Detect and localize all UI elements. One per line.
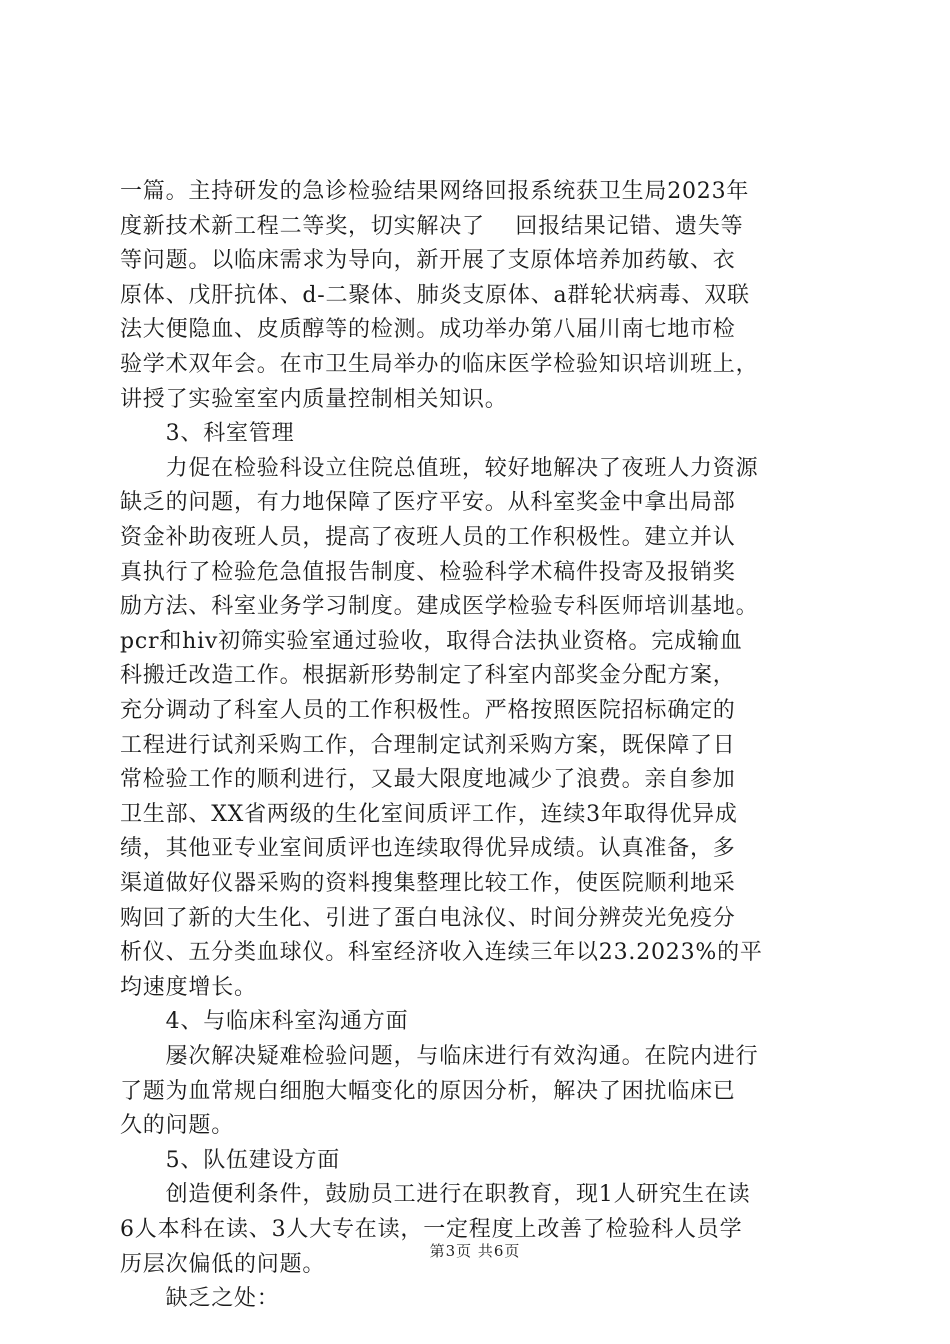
text-line: 均速度增长。 (120, 974, 257, 1000)
text-line: 析仪、五分类血球仪。科室经济收入连续三年以23.2023%的平 (120, 940, 763, 966)
text-line: 力促在检验科设立住院总值班，较好地解决了夜班人力资源 (120, 455, 759, 481)
text-line: pcr和hiv初筛实验室通过验收，取得合法执业资格。完成输血 (120, 628, 743, 654)
text-line: 3、科室管理 (120, 421, 295, 447)
text-line: 原体、戊肝抗体、d-二聚体、肺炎支原体、a群轮状病毒、双联 (120, 282, 750, 308)
text-line: 等问题。以临床需求为导向，新开展了支原体培养加药敏、衣 (120, 248, 736, 274)
text-line: 度新技术新工程二等奖，切实解决了 回报结果记错、遗失等 (120, 213, 744, 239)
text-line: 一篇。主持研发的急诊检验结果网络回报系统获卫生局2023年 (120, 179, 750, 204)
text-line: 常检验工作的顺利进行，又最大限度地减少了浪费。亲自参加 (120, 767, 736, 793)
text-line: 法大便隐血、皮质醇等的检测。成功举办第八届川南七地市检 (120, 317, 736, 343)
text-line: 屡次解决疑难检验问题，与临床进行有效沟通。在院内进行 (120, 1044, 759, 1069)
text-line: 6人本科在读、3人大专在读，一定程度上改善了检验科人员学 (120, 1217, 743, 1242)
text-line: 讲授了实验室室内质量控制相关知识。 (120, 386, 508, 412)
text-line: 充分调动了科室人员的工作积极性。严格按照医院招标确定的 (120, 698, 736, 723)
text-line: 真执行了检验危急值报告制度、检验科学术稿件投寄及报销奖 (120, 559, 736, 585)
text-line: 卫生部、XX省两级的生化室间质评工作，连续3年取得优异成 (120, 801, 738, 827)
text-line: 缺乏的问题，有力地保障了医疗平安。从科室奖金中拿出局部 (120, 490, 736, 516)
text-line: 历层次偏低的问题。 (120, 1251, 326, 1277)
page-footer: 第3页 共6页 (429, 1242, 521, 1260)
text-line: 久的问题。 (120, 1113, 235, 1139)
text-line: 缺乏之处： (120, 1286, 280, 1312)
text-line: 5、队伍建设方面 (120, 1147, 340, 1173)
text-line: 励方法、科室业务学习制度。建成医学检验专科医师培训基地。 (120, 594, 759, 620)
text-line: 购回了新的大生化、引进了蛋白电泳仪、时间分辨荧光免疫分 (120, 905, 736, 931)
text-line: 4、与临床科室沟通方面 (120, 1009, 409, 1035)
text-line: 绩，其他亚专业室间质评也连续取得优异成绩。认真准备，多 (120, 836, 736, 862)
text-line: 了题为血常规白细胞大幅变化的原因分析，解决了困扰临床已 (120, 1078, 736, 1104)
text-line: 工程进行试剂采购工作，合理制定试剂采购方案，既保障了日 (120, 732, 736, 758)
text-line: 科搬迁改造工作。根据新形势制定了科室内部奖金分配方案， (120, 663, 736, 689)
text-line: 渠道做好仪器采购的资料搜集整理比较工作，使医院顺利地采 (120, 871, 736, 896)
text-line: 创造便利条件，鼓励员工进行在职教育，现1人研究生在读 (120, 1182, 751, 1208)
text-line: 验学术双年会。在市卫生局举办的临床医学检验知识培训班上， (120, 352, 759, 377)
text-line: 资金补助夜班人员，提高了夜班人员的工作积极性。建立并认 (120, 525, 736, 550)
